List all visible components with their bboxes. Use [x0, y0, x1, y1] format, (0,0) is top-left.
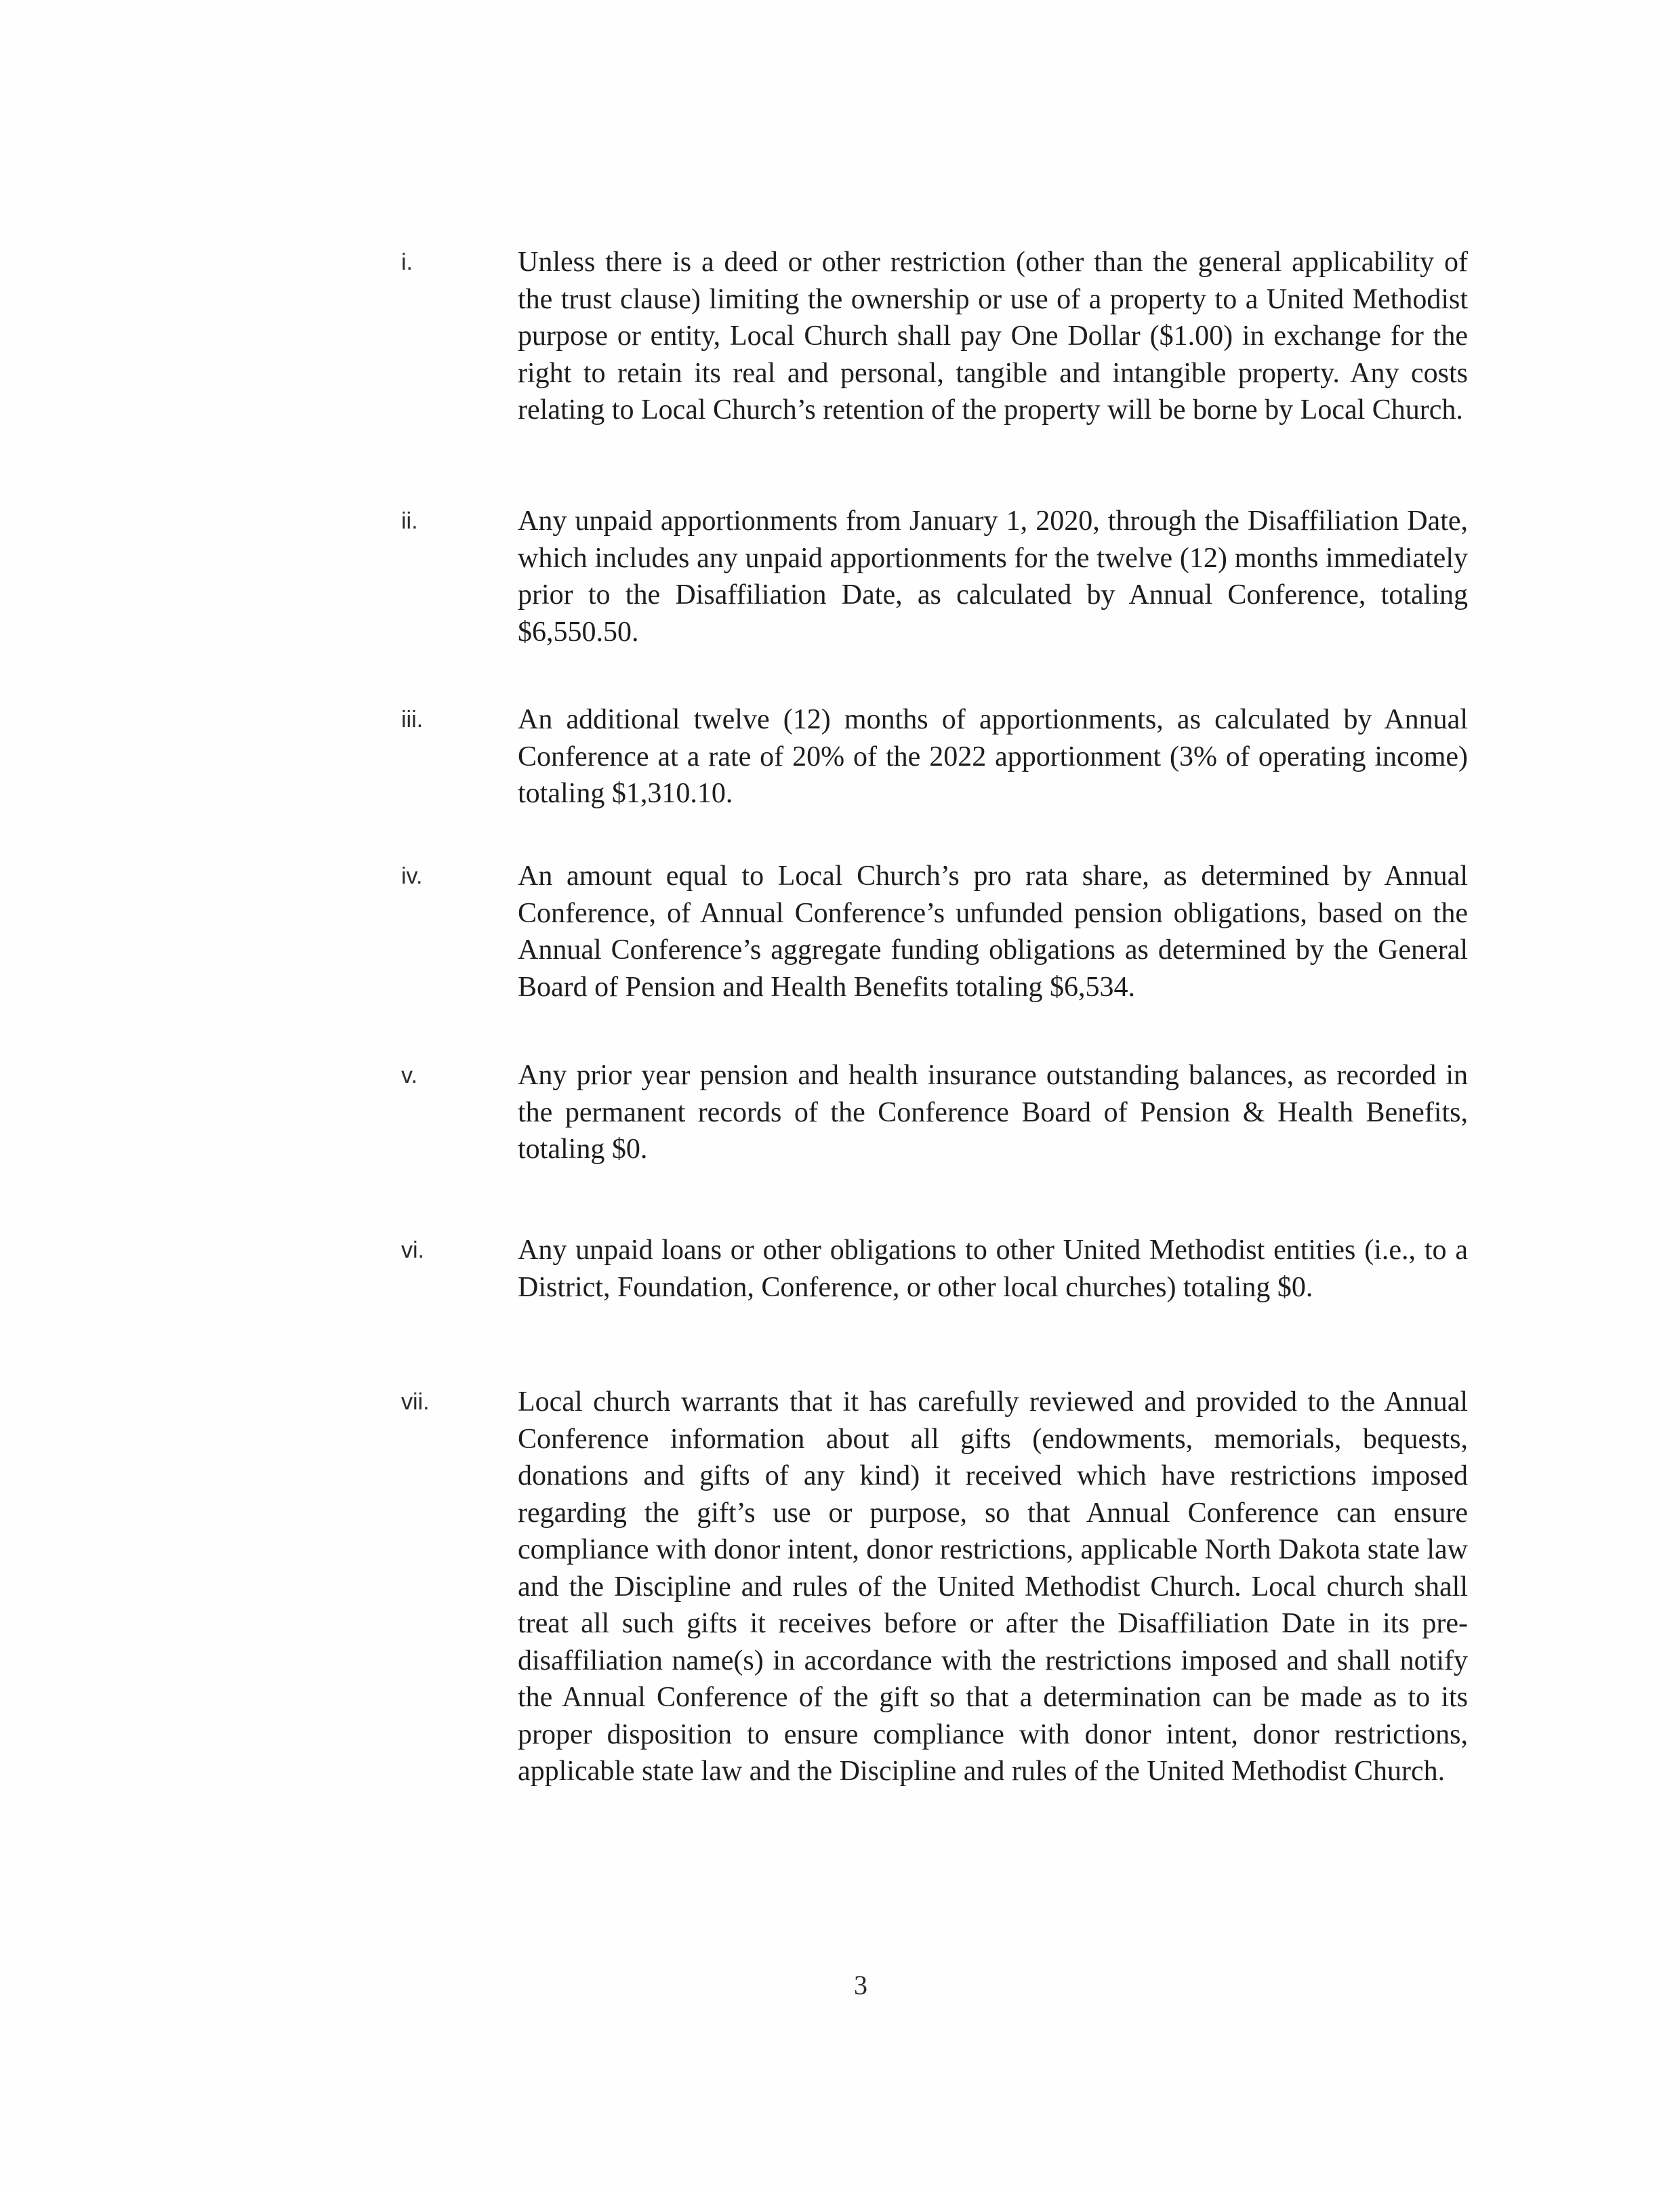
item-text: Any prior year pension and health insurance outstanding balances, as recorded in the permanent records of the Conference Board of Pension & Health Benefits, totaling $0.: [518, 1060, 1468, 1165]
item-numeral: ii.: [401, 508, 418, 534]
item-numeral: vii.: [401, 1389, 430, 1415]
item-numeral: v.: [401, 1062, 417, 1088]
item-numeral: iv.: [401, 863, 423, 889]
item-numeral: vi.: [401, 1237, 424, 1263]
page-number: 3: [854, 1970, 867, 2000]
item-text: Any unpaid loans or other obligations to other United Methodist entities (i.e., to a District, Foundation, Conference, or other local churches) totaling $0.: [518, 1235, 1468, 1303]
item-numeral: i.: [401, 249, 413, 275]
item-text: Any unpaid apportionments from January 1, 2020, through the Disaffiliation Date, which includes any unpaid apportionments for the twelve (12) months immediately prior to the Disaffiliation Date, as calculated by Annual Conference, totaling $6,550.50.: [518, 505, 1468, 648]
item-text: An amount equal to Local Church’s pro rata share, as determined by Annual Conference, of Annual Conference’s unfunded pension obligations, based on the Annual Conference’s aggregate funding obligations as determined by the General Board of Pension and Health Benefits totaling $6,534.: [518, 861, 1468, 1003]
item-text: Local church warrants that it has carefully reviewed and provided to the Annual Conference information about all gifts (endowments, memorials, bequests, donations and gifts of any kind) it received which have restrictions imposed regarding the gift’s use or purpose, so that Annual Conference can ensure compliance with donor intent, donor restrictions, applicable North Dakota state law and the Discipline and rules of the United Methodist Church. Local church shall treat all such gifts it receives before or after the Disaffiliation Date in its pre-disaffiliation name(s) in accordance with the restrictions imposed and shall notify the Annual Conference of the gift so that a determination can be made as to its proper disposition to ensure compliance with donor intent, donor restrictions, applicable state law and the Discipline and rules of the United Methodist Church.: [518, 1386, 1468, 1787]
item-text: An additional twelve (12) months of apportionments, as calculated by Annual Conference at a rate of 20% of the 2022 apportionment (3% of operating income) totaling $1,310.10.: [518, 704, 1468, 809]
item-numeral: iii.: [401, 707, 424, 732]
item-text: Unless there is a deed or other restriction (other than the general applicability of the trust clause) limiting the ownership or use of a property to a United Methodist purpose or entity, Local Church shall pay One Dollar ($1.00) in exchange for the right to retain its real and personal, tangible and intangible property. Any costs relating to Local Church’s retention of the property will be borne by Local Church.: [518, 247, 1468, 426]
